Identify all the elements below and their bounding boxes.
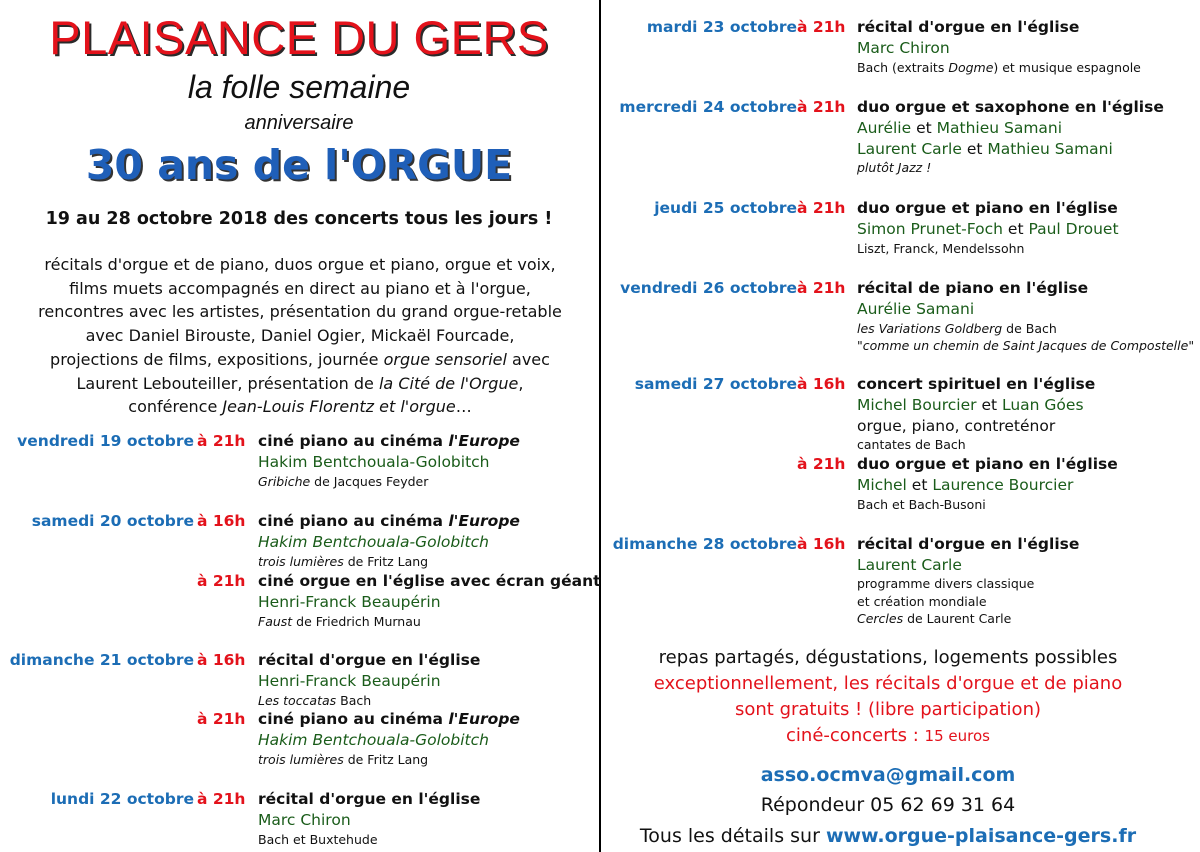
event-performer: Henri-Franck Beaupérin [258, 672, 441, 690]
event-note: programme divers classique [857, 576, 1035, 591]
event-block [603, 454, 1200, 514]
event-time: à 21h [197, 572, 246, 590]
event-performer: Hakim Bentchouala-Golobitch [258, 731, 489, 749]
event-time: à 16h [797, 535, 846, 553]
event-time: à 21h [797, 279, 846, 297]
footer-free-notice: exceptionnellement, les récitals d'orgue et de piano [653, 673, 1123, 694]
event-title: ciné orgue en l'église avec écran géant [258, 572, 601, 590]
event-time: à 21h [797, 98, 846, 116]
contact-phone: Répondeur 05 62 69 31 64 [760, 794, 1016, 816]
event-title: récital d'orgue en l'église [258, 651, 481, 669]
website-link[interactable]: www.orgue-plaisance-gers.fr [825, 825, 1137, 847]
intro-line: Laurent Lebouteiller, présentation de la Cité de l'Orgue, [76, 373, 524, 393]
event-note: Gribiche de Jacques Feyder [258, 474, 429, 489]
event-block [603, 17, 1200, 77]
footer-amenities: repas partagés, dégustations, logements possibles [658, 647, 1118, 668]
event-time: à 21h [197, 710, 246, 728]
event-performer: Aurélie et Mathieu Samani [857, 119, 1063, 137]
event-performer: Michel Bourcier et Luan Góes [857, 396, 1084, 414]
event-note: Liszt, Franck, Mendelssohn [857, 241, 1025, 256]
event-performer: Simon Prunet-Foch et Paul Drouet [857, 220, 1119, 238]
event-day: dimanche 28 octobre [612, 535, 797, 553]
intro-line: projections de films, expositions, journée orgue sensoriel avec [50, 349, 550, 369]
column-divider [599, 0, 601, 852]
event-block [603, 278, 1200, 358]
footer-free-notice-2: sont gratuits ! (libre participation) [734, 699, 1042, 720]
event-day: mercredi 24 octobre [619, 98, 797, 116]
event-day: dimanche 21 octobre [9, 651, 194, 669]
event-title: ciné piano au cinéma l'Europe [258, 710, 520, 728]
poster-subtitle: la folle semaine [187, 69, 411, 105]
intro-line: rencontres avec les artistes, présentation du grand orgue-retable [38, 302, 562, 322]
event-note: Bach (extraits Dogme) et musique espagnole [857, 60, 1141, 75]
event-title: récital d'orgue en l'église [857, 18, 1080, 36]
event-performer: Aurélie Samani [857, 300, 975, 318]
event-note: et création mondiale [857, 594, 987, 609]
event-note: Les toccatas Bach [258, 693, 372, 708]
event-day: jeudi 25 octobre [654, 199, 797, 217]
event-note: cantates de Bach [857, 437, 966, 452]
event-block [603, 97, 1200, 177]
event-time: à 21h [797, 18, 846, 36]
contact-email-link[interactable]: asso.ocmva@gmail.com [760, 764, 1016, 786]
event-performer: Marc Chiron [857, 39, 950, 57]
event-day: vendredi 26 octobre [620, 279, 797, 297]
poster-title: PLAISANCE DU GERS [49, 11, 549, 64]
event-block [603, 374, 1200, 454]
event-title: récital de piano en l'église [857, 279, 1089, 297]
event-title: duo orgue et piano en l'église [857, 199, 1118, 217]
event-note: plutôt Jazz ! [857, 160, 932, 175]
event-note: trois lumières de Fritz Lang [258, 554, 429, 569]
event-day: lundi 22 octobre [50, 790, 194, 808]
intro-line: avec Daniel Birouste, Daniel Ogier, Mickaël Fourcade, [85, 326, 515, 346]
event-block [603, 198, 1200, 258]
event-block [0, 650, 598, 710]
headline: 30 ans de l'ORGUE [85, 141, 513, 189]
event-performer: Hakim Bentchouala-Golobitch [258, 533, 489, 551]
event-block [0, 511, 598, 571]
event-block [603, 534, 1200, 634]
event-note: trois lumières de Fritz Lang [258, 752, 429, 767]
event-title: récital d'orgue en l'église [258, 790, 481, 808]
event-note: Faust de Friedrich Murnau [258, 614, 421, 629]
website-line: Tous les détails sur www.orgue-plaisance-gers.fr [639, 825, 1137, 847]
event-note: Cercles de Laurent Carle [857, 611, 1012, 626]
event-block [0, 431, 598, 491]
event-note: "comme un chemin de Saint Jacques de Compostelle" [857, 338, 1195, 353]
festival-dates: 19 au 28 octobre 2018 des concerts tous les jours ! [45, 209, 553, 229]
intro-line: conférence Jean-Louis Florentz et l'orgue… [128, 397, 472, 417]
anniversary-label: anniversaire [244, 112, 354, 134]
event-time: à 16h [197, 512, 246, 530]
event-performer: Michel et Laurence Bourcier [857, 476, 1074, 494]
event-time: à 21h [797, 199, 846, 217]
event-note: Bach et Buxtehude [258, 832, 378, 847]
event-performer: Henri-Franck Beaupérin [258, 593, 441, 611]
event-performer: Hakim Bentchouala-Golobitch [258, 453, 490, 471]
event-day: samedi 20 octobre [31, 512, 194, 530]
intro-text [6, 253, 594, 419]
event-day: mardi 23 octobre [646, 18, 797, 36]
event-performer: Marc Chiron [258, 811, 351, 829]
event-time: à 21h [197, 790, 246, 808]
event-title: ciné piano au cinéma l'Europe [258, 432, 520, 450]
event-title: concert spirituel en l'église [857, 375, 1096, 393]
event-time: à 16h [197, 651, 246, 669]
event-day: samedi 27 octobre [634, 375, 797, 393]
intro-line: récitals d'orgue et de piano, duos orgue et piano, orgue et voix, [44, 255, 556, 274]
event-title: duo orgue et piano en l'église [857, 455, 1118, 473]
event-block [0, 571, 601, 631]
event-performer: Laurent Carle et Mathieu Samani [857, 140, 1113, 158]
event-instruments: orgue, piano, contreténor [857, 417, 1056, 435]
event-time: à 21h [797, 455, 846, 473]
event-performer: Laurent Carle [857, 556, 962, 574]
event-note: Bach et Bach-Busoni [857, 497, 986, 512]
event-title: récital d'orgue en l'église [857, 535, 1080, 553]
footer-cine-price: ciné-concerts : 15 euros [786, 725, 990, 746]
event-title: ciné piano au cinéma l'Europe [258, 512, 520, 530]
event-day: vendredi 19 octobre [17, 432, 194, 450]
intro-line: films muets accompagnés en direct au piano et à l'orgue, [69, 278, 531, 298]
event-time: à 21h [197, 432, 246, 450]
event-note: les Variations Goldberg de Bach [857, 321, 1057, 336]
event-block [0, 789, 598, 849]
event-time: à 16h [797, 375, 846, 393]
event-title: duo orgue et saxophone en l'église [857, 98, 1164, 116]
event-block [0, 709, 598, 769]
